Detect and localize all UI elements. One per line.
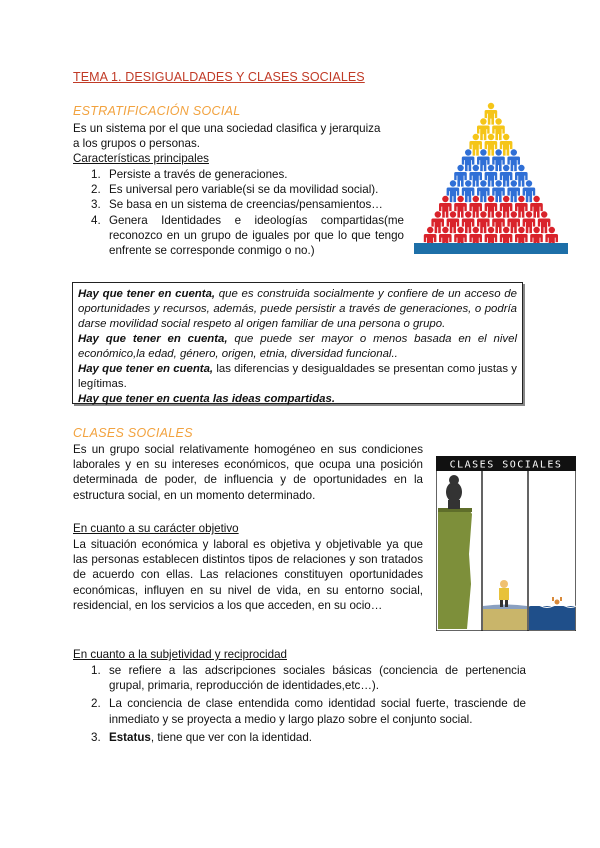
- note-2: Hay que tener en cuenta, que puede ser mayor o menos basada en el nivel económico,la edad, género, origen, etnia, diversidad funcional..: [78, 333, 517, 360]
- objetivo-text: La situación económica y laboral es objetiva y objetivable ya que las personas establecen distintos tipos de relaciones y son tratados de acuerdo con ellas. Las relaciones constituyen oportunidades económicas, influyen en su nivel de vida, en su entorno social, residencial, en los servicios a los que acceden, en su ocio…: [73, 538, 423, 612]
- list-item: 1. se refiere a las adscripciones sociales básicas (conciencia de pertenencia grupal, primaria, reproducción de identidades,etc…).: [91, 664, 526, 693]
- pyramid-middle-tier: [447, 149, 536, 202]
- note-3: Hay que tener en cuenta, las diferencias y desigualdades se presentan como justas y legítimas.: [78, 363, 517, 390]
- note-1: Hay que tener en cuenta, que es construida socialmente y confiere de un acceso de oportunidades y recursos, además, puede persistir a través de generaciones, o podría darse movilidad social respeto al origen familiar de una persona o grupo.: [78, 288, 517, 330]
- strat-subheading: Características principales: [73, 152, 209, 166]
- clases-sociales-cartoon: [436, 456, 576, 631]
- strat-intro-line-2: a los grupos o personas.: [73, 137, 200, 151]
- notes-box: [72, 282, 523, 404]
- list-item: 3. Se basa en un sistema de creencias/pensamientos…: [91, 198, 383, 212]
- note-4: Hay que tener en cuenta las ideas compartidas.: [78, 393, 336, 405]
- pyramid-footer-bar: [414, 243, 568, 254]
- list-item: 2. La conciencia de clase entendida como identidad social fuerte, trasciende de inmediato y se proyecta a medio y largo plazo sobre el conjunto social.: [91, 697, 526, 726]
- strat-intro: [73, 121, 408, 167]
- strat-list: [91, 167, 404, 258]
- pyramid-top-tier: [469, 103, 512, 156]
- social-pyramid-image: [412, 93, 570, 255]
- section-heading-clases: CLASES SOCIALES: [73, 426, 193, 440]
- list-item: 1. Persiste a través de generaciones.: [91, 168, 288, 181]
- list-item: 4. Genera Identidades e ideologías compartidas(me reconozco en un grupo de iguales por que lo que tengo enfrente se corresponde conmigo o no.): [91, 213, 404, 258]
- section-heading-estratificacion: ESTRATIFICACIÓN SOCIAL: [73, 104, 241, 118]
- strat-intro-line-1: Es un sistema por el que una sociedad clasifica y jerarquiza: [73, 122, 381, 135]
- list-item: 3. Estatus, tiene que ver con la identidad.: [91, 730, 313, 744]
- clases-intro: Es un grupo social relativamente homogéneo en sus condiciones laborales y en su intereses económicos, que ocupa una posición determinada de poder, de influencia y de oportunidades en la estructura social, en un momento determinado.: [73, 443, 423, 502]
- cartoon-title: CLASES SOCIALES: [449, 459, 563, 471]
- page-title: TEMA 1. DESIGUALDADES Y CLASES SOCIALES: [73, 70, 365, 84]
- objetivo-subheading: En cuanto a su carácter objetivo: [73, 522, 239, 535]
- pyramid-base-tier: [424, 196, 558, 249]
- clases-list: [91, 663, 526, 745]
- list-item: 2. Es universal pero variable(si se da movilidad social).: [91, 183, 379, 197]
- subjetividad-subheading: En cuanto a la subjetividad y reciprocidad: [73, 648, 287, 661]
